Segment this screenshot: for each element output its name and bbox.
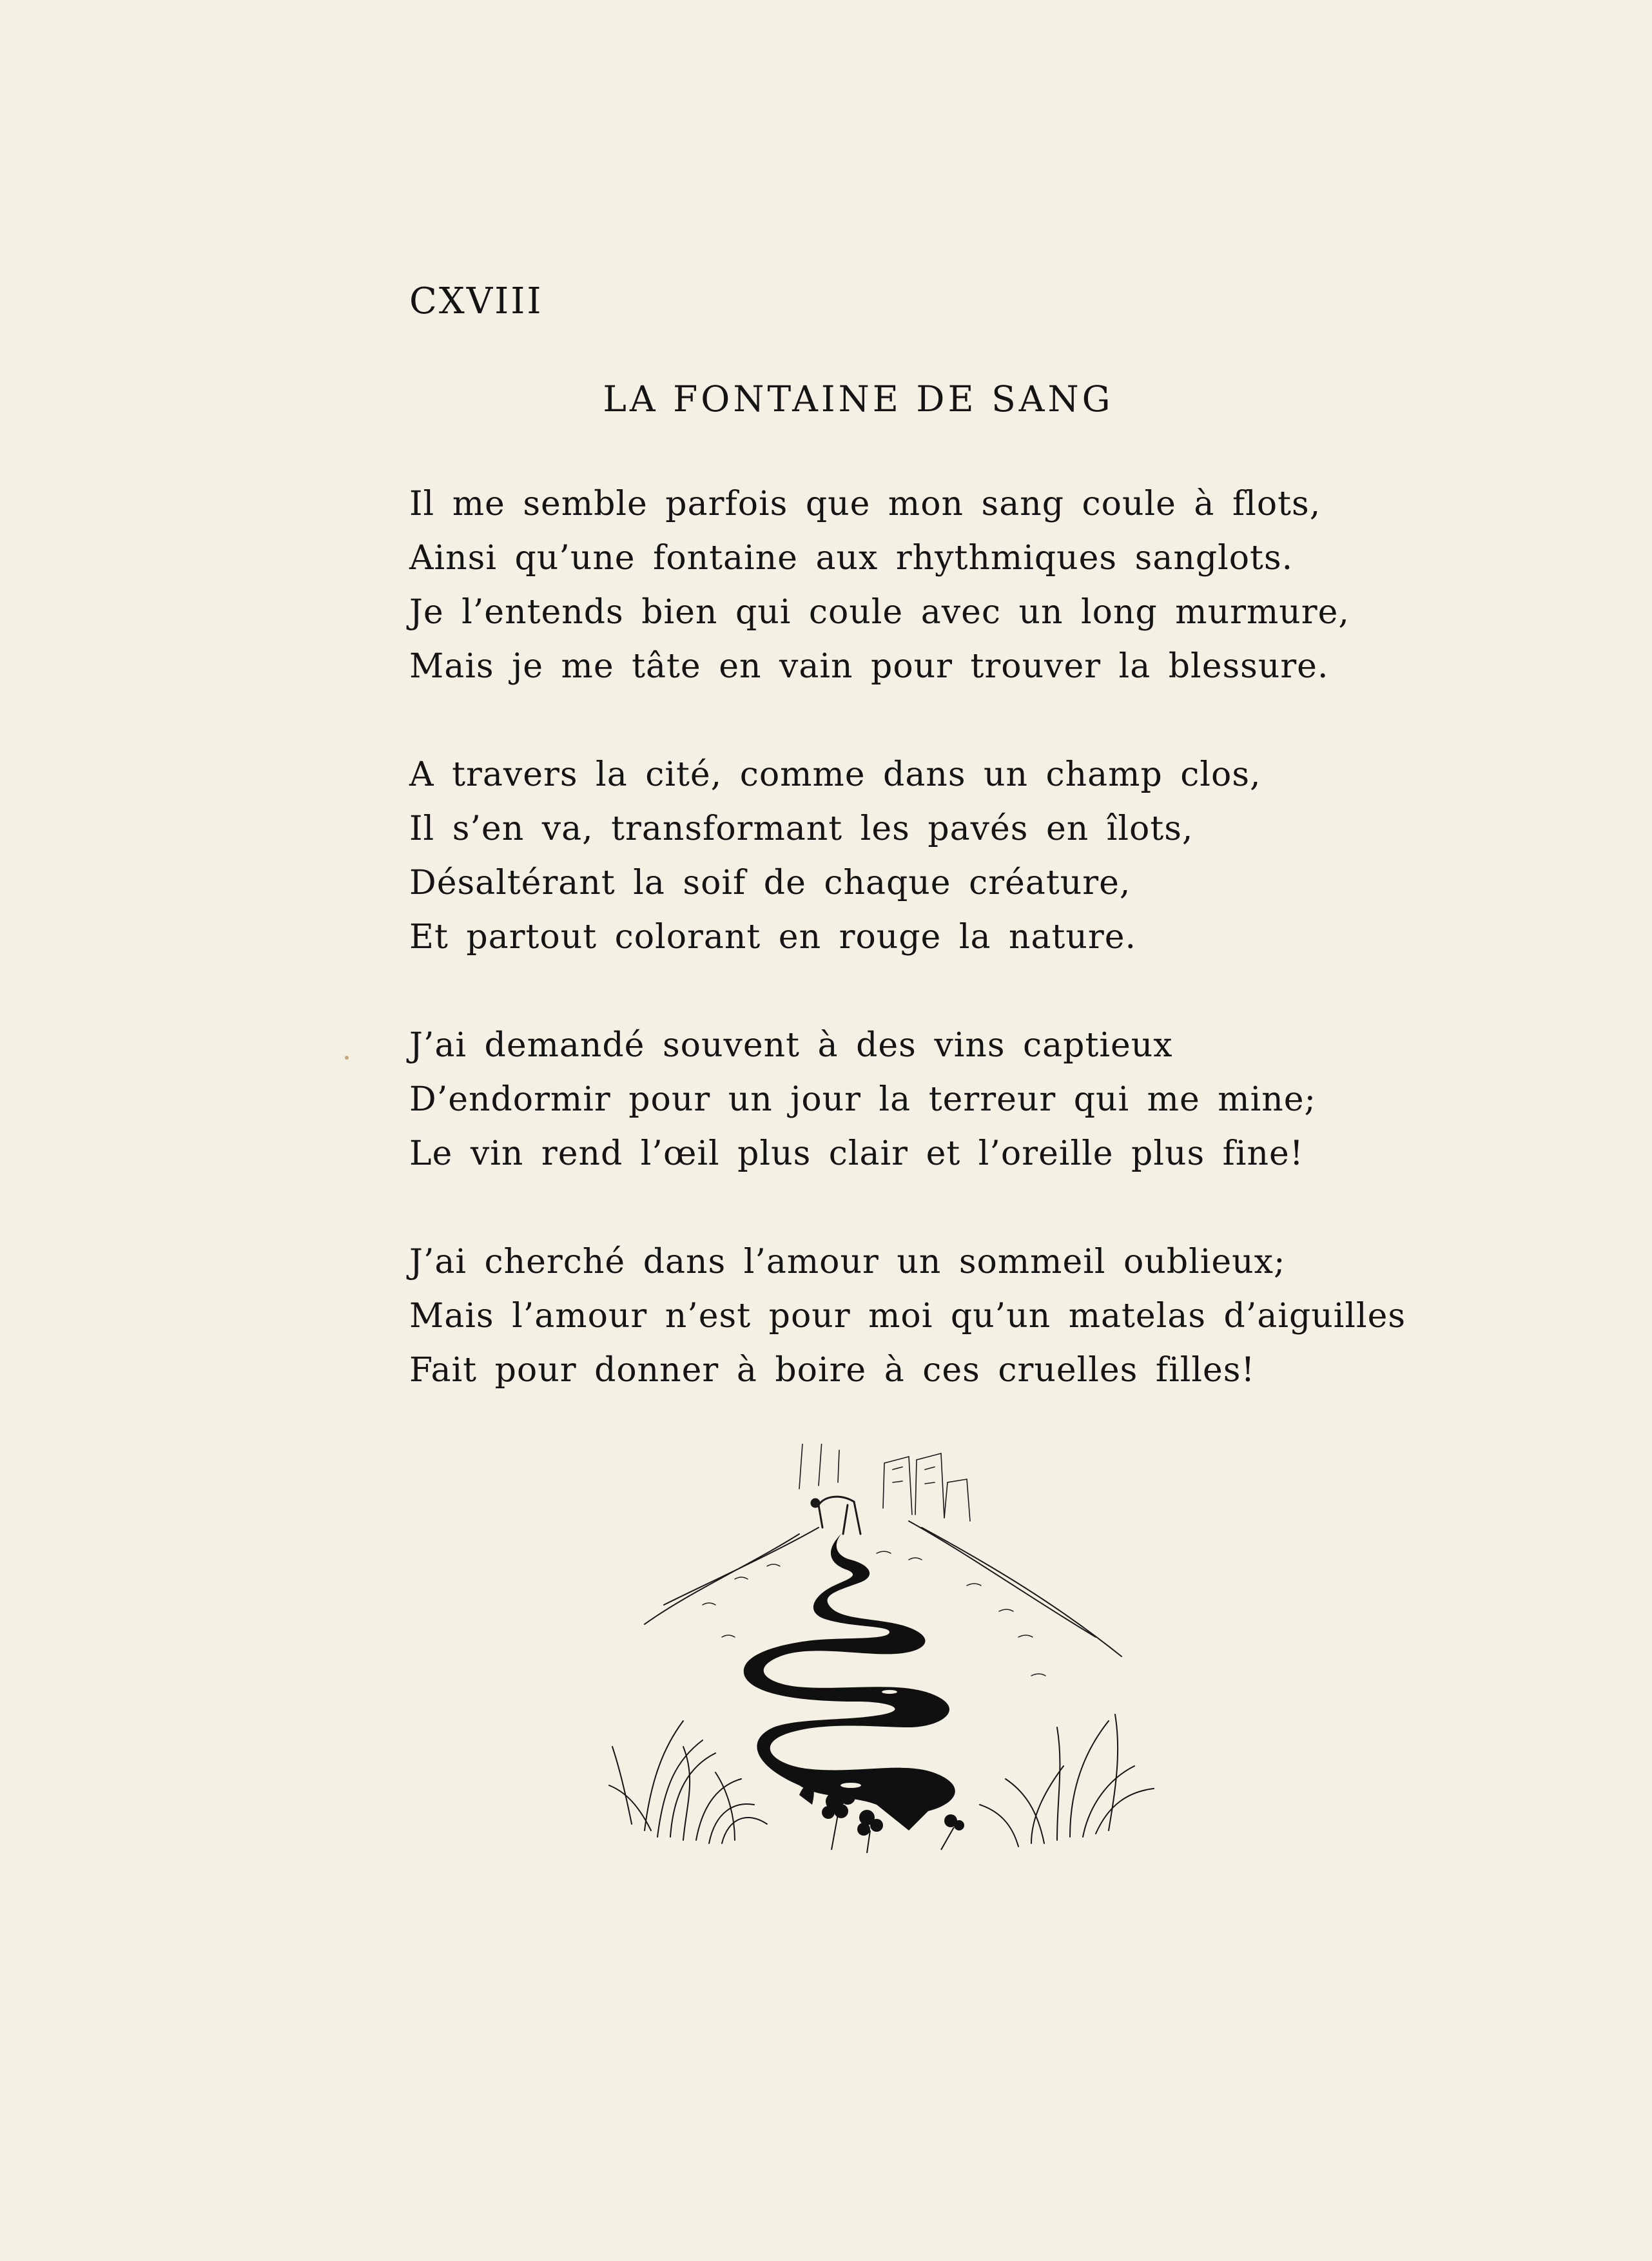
verse-line: Je l’entends bien qui coule avec un long murmure, xyxy=(409,593,1350,632)
stanza-3 xyxy=(409,1018,1505,1181)
verse-line: Désaltérant la soif de chaque créature, xyxy=(409,864,1131,902)
stanza-1 xyxy=(409,477,1505,694)
verse-line: Ainsi qu’une fontaine aux rhythmiques sanglots. xyxy=(409,539,1294,577)
stanza-4 xyxy=(409,1235,1505,1397)
verse-line: Et partout colorant en rouge la nature. xyxy=(409,918,1137,956)
poem-body xyxy=(409,477,1505,1451)
verse-line: A travers la cité, comme dans un champ clos, xyxy=(409,755,1261,794)
grass-left xyxy=(609,1721,767,1843)
stanza-2 xyxy=(409,748,1505,964)
figure-sketch xyxy=(811,1497,860,1534)
poem-title: LA FONTAINE DE SANG xyxy=(603,378,1114,420)
grass-right xyxy=(980,1714,1154,1847)
ink-illustration xyxy=(606,1444,1160,1856)
verse-line: Il s’en va, transformant les pavés en îlots, xyxy=(409,810,1194,848)
verse-line: Mais je me tâte en vain pour trouver la blessure. xyxy=(409,647,1329,686)
verse-line: J’ai demandé souvent à des vins captieux xyxy=(409,1026,1173,1065)
verse-line: Le vin rend l’œil plus clair et l’oreille plus fine! xyxy=(409,1134,1304,1173)
poem-number: CXVIII xyxy=(409,280,543,322)
paper-speck xyxy=(345,1056,349,1060)
verse-line: J’ai cherché dans l’amour un sommeil oublieux; xyxy=(409,1243,1286,1281)
verse-line: D’endormir pour un jour la terreur qui me mine; xyxy=(409,1080,1317,1119)
verse-line: Il me semble parfois que mon sang coule à flots, xyxy=(409,485,1321,523)
buildings-sketch xyxy=(799,1444,970,1521)
verse-line: Mais l’amour n’est pour moi qu’un matelas d’aiguilles xyxy=(409,1297,1406,1335)
verse-line: Fait pour donner à boire à ces cruelles filles! xyxy=(409,1351,1256,1390)
